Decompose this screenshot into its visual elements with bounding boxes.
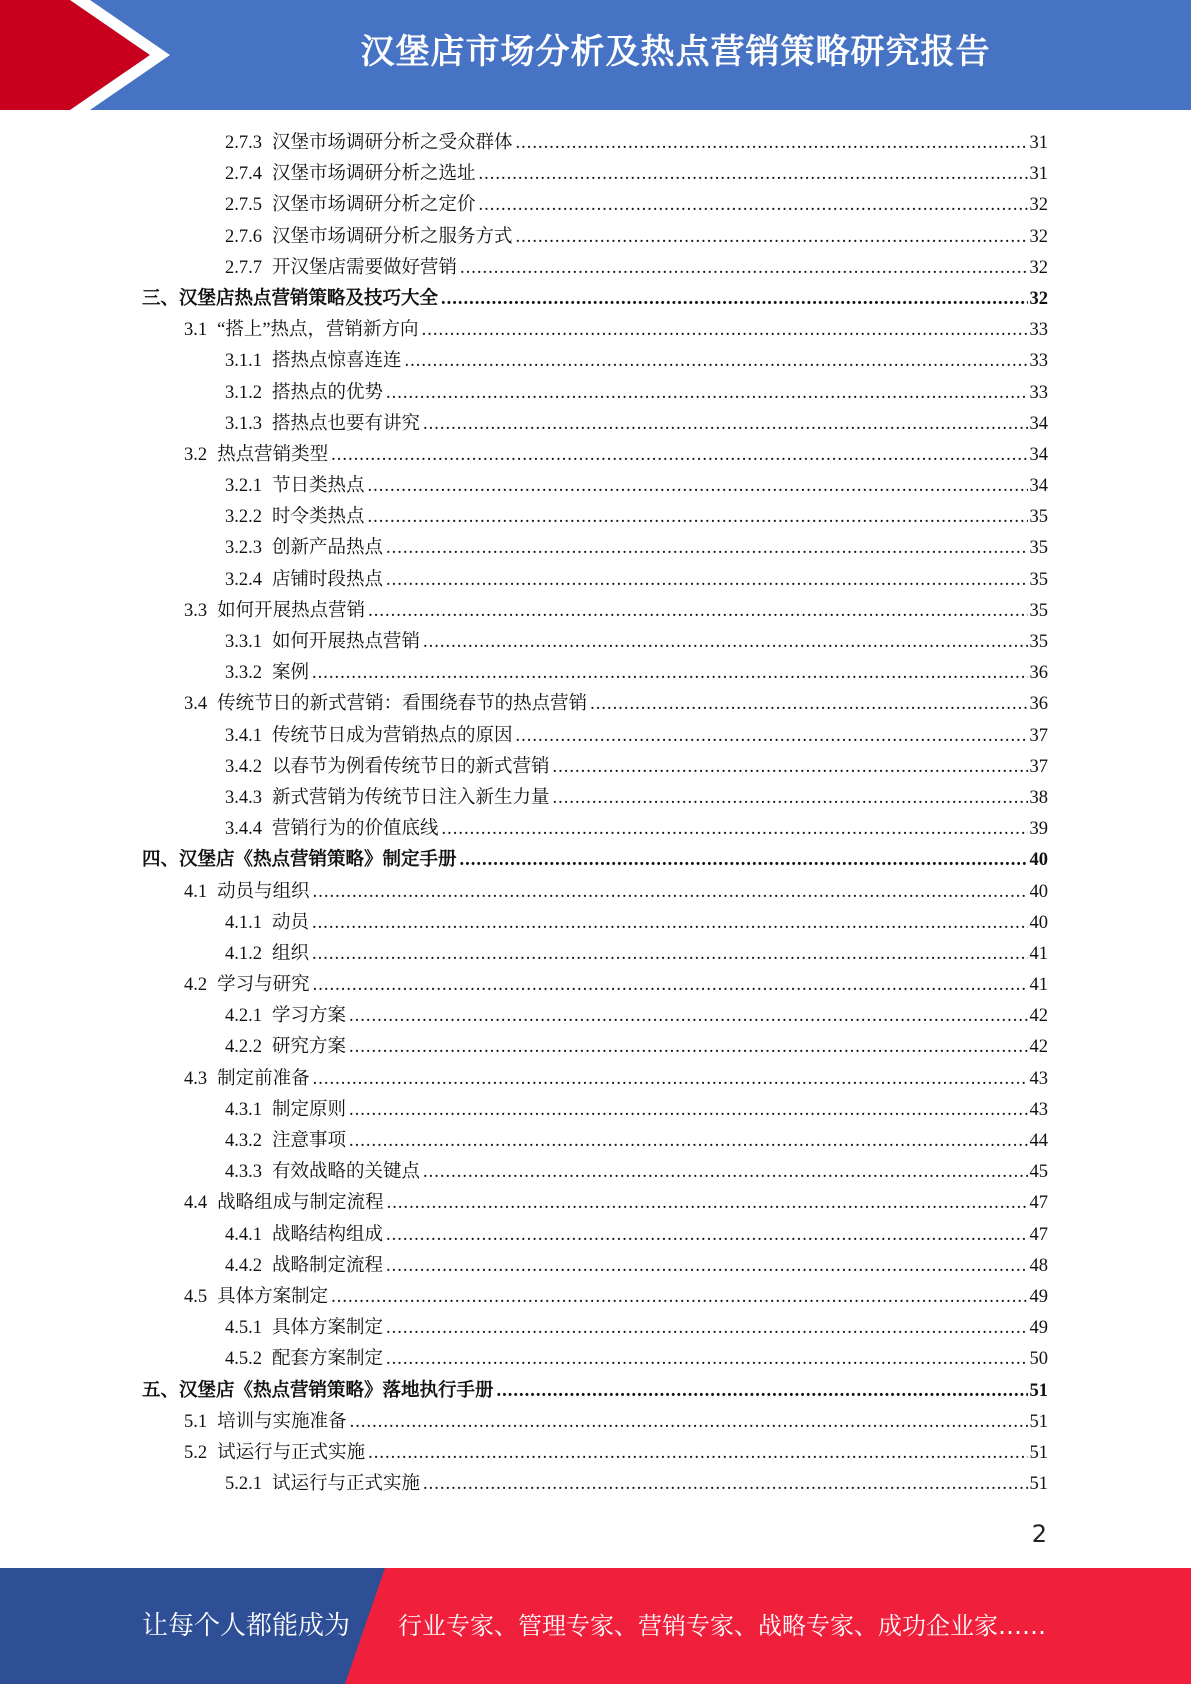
toc-entry[interactable] bbox=[142, 253, 1048, 284]
toc-dot-leader bbox=[516, 222, 1028, 253]
toc-dot-leader bbox=[441, 284, 1027, 315]
toc-entry-page: 41 bbox=[1029, 975, 1048, 996]
toc-entry-title: 学习与研究 bbox=[217, 975, 310, 996]
toc-entry-page: 43 bbox=[1029, 1068, 1048, 1089]
toc-entry-page: 42 bbox=[1029, 1006, 1048, 1027]
toc-entry[interactable] bbox=[142, 222, 1048, 253]
toc-entry-number: 3.4.1 bbox=[225, 725, 262, 746]
toc-entry-number: 4.3.3 bbox=[225, 1162, 262, 1183]
toc-entry[interactable] bbox=[142, 1282, 1048, 1313]
toc-entry-title: 以春节为例看传统节日的新式营销 bbox=[272, 756, 550, 777]
toc-dot-leader bbox=[497, 1376, 1028, 1407]
toc-dot-leader bbox=[313, 1064, 1028, 1095]
toc-entry[interactable] bbox=[142, 1126, 1048, 1157]
toc-entry-title: 汉堡市场调研分析之选址 bbox=[272, 164, 476, 185]
toc-entry[interactable] bbox=[142, 565, 1048, 596]
toc-dot-leader bbox=[387, 1188, 1028, 1219]
toc-entry[interactable] bbox=[142, 627, 1048, 658]
toc-entry-page: 40 bbox=[1029, 912, 1048, 933]
toc-entry-page: 35 bbox=[1029, 569, 1048, 590]
toc-entry-number: 3.4.4 bbox=[225, 819, 262, 840]
toc-entry-number: 4.5.2 bbox=[225, 1349, 262, 1370]
toc-dot-leader bbox=[386, 1220, 1027, 1251]
toc-entry-title: 战略组成与制定流程 bbox=[217, 1193, 384, 1214]
toc-entry[interactable] bbox=[142, 1407, 1048, 1438]
toc-dot-leader bbox=[386, 1251, 1027, 1282]
toc-dot-leader bbox=[368, 1438, 1027, 1469]
toc-entry-title: 传统节日的新式营销：看围绕春节的热点营销 bbox=[217, 694, 588, 715]
toc-entry[interactable] bbox=[142, 315, 1048, 346]
toc-entry[interactable] bbox=[142, 1001, 1048, 1032]
toc-entry-number: 3.4 bbox=[184, 694, 208, 715]
toc-entry-page: 34 bbox=[1029, 476, 1048, 497]
toc-dot-leader bbox=[312, 939, 1027, 970]
toc-entry-title: 汉堡店《热点营销策略》落地执行手册 bbox=[179, 1380, 494, 1401]
toc-dot-leader bbox=[368, 471, 1028, 502]
toc-entry-number: 五、 bbox=[142, 1380, 180, 1401]
toc-entry-title: 配套方案制定 bbox=[272, 1349, 384, 1370]
toc-entry-number: 4.5 bbox=[184, 1286, 208, 1307]
toc-dot-leader bbox=[350, 1407, 1028, 1438]
toc-entry[interactable] bbox=[142, 1064, 1048, 1095]
toc-entry-page: 33 bbox=[1029, 382, 1048, 403]
toc-entry-number: 4.2.1 bbox=[225, 1006, 262, 1027]
toc-dot-leader bbox=[516, 128, 1028, 159]
toc-entry-title: 案例 bbox=[272, 663, 310, 684]
toc-entry-title: 制定原则 bbox=[272, 1099, 347, 1120]
page-header bbox=[0, 0, 1191, 110]
toc-entry-title: 试运行与正式实施 bbox=[217, 1442, 366, 1463]
toc-entry-page: 51 bbox=[1029, 1442, 1048, 1463]
toc-dot-leader bbox=[312, 658, 1027, 689]
toc-entry-number: 2.7.7 bbox=[225, 257, 262, 278]
toc-entry-page: 45 bbox=[1029, 1162, 1048, 1183]
toc-entry[interactable] bbox=[142, 378, 1048, 409]
toc-dot-leader bbox=[423, 1469, 1027, 1500]
toc-entry-title: 热点营销类型 bbox=[217, 444, 329, 465]
toc-entry-number: 2.7.3 bbox=[225, 133, 262, 153]
document-title: 汉堡店市场分析及热点营销策略研究报告 bbox=[360, 32, 991, 72]
toc-entry-number: 5.2 bbox=[184, 1442, 208, 1463]
toc-entry-title: 汉堡店《热点营销策略》制定手册 bbox=[179, 850, 457, 871]
toc-entry-page: 35 bbox=[1029, 632, 1048, 652]
page-number: 2 bbox=[1031, 1520, 1047, 1548]
toc-entry-page: 50 bbox=[1029, 1349, 1048, 1370]
toc-entry-number: 4.4.1 bbox=[225, 1224, 262, 1245]
toc-entry-page: 38 bbox=[1029, 787, 1048, 808]
toc-entry-title: 有效战略的关键点 bbox=[272, 1162, 421, 1183]
toc-entry[interactable] bbox=[142, 1313, 1048, 1344]
toc-entry[interactable] bbox=[142, 908, 1048, 939]
toc-entry-title: 制定前准备 bbox=[217, 1068, 310, 1089]
toc-dot-leader bbox=[590, 689, 1027, 720]
toc-entry-number: 2.7.6 bbox=[225, 226, 262, 247]
toc-entry-page: 32 bbox=[1029, 226, 1048, 247]
toc-entry-number: 4.3.1 bbox=[225, 1099, 262, 1120]
toc-entry[interactable] bbox=[142, 440, 1048, 471]
toc-dot-leader bbox=[516, 721, 1028, 752]
toc-entry-title: 开汉堡店需要做好营销 bbox=[272, 257, 458, 278]
toc-entry-page: 41 bbox=[1029, 943, 1048, 964]
toc-entry-title: 汉堡市场调研分析之定价 bbox=[272, 195, 476, 216]
toc-entry-page: 51 bbox=[1029, 1474, 1048, 1495]
toc-dot-leader bbox=[312, 908, 1027, 939]
toc-dot-leader bbox=[331, 1282, 1027, 1313]
toc-dot-leader bbox=[386, 378, 1027, 409]
toc-entry-page: 39 bbox=[1029, 819, 1048, 840]
toc-entry-page: 47 bbox=[1029, 1224, 1048, 1245]
toc-entry[interactable] bbox=[142, 877, 1048, 908]
toc-entry-number: 3.1.1 bbox=[225, 351, 262, 372]
toc-entry-number: 4.4 bbox=[184, 1193, 208, 1214]
toc-entry-title: 店铺时段热点 bbox=[272, 569, 384, 590]
toc-dot-leader bbox=[479, 159, 1028, 190]
toc-dot-leader bbox=[349, 1095, 1027, 1126]
toc-entry-title: 试运行与正式实施 bbox=[272, 1474, 421, 1495]
toc-dot-leader bbox=[386, 533, 1027, 564]
toc-entry-page: 42 bbox=[1029, 1037, 1048, 1058]
toc-dot-leader bbox=[386, 1344, 1027, 1375]
toc-entry[interactable] bbox=[142, 409, 1048, 440]
toc-entry-number: 三、 bbox=[142, 288, 180, 309]
toc-entry[interactable] bbox=[142, 471, 1048, 502]
toc-entry-page: 36 bbox=[1029, 694, 1048, 715]
toc-entry[interactable] bbox=[142, 783, 1048, 814]
toc-dot-leader bbox=[460, 253, 1027, 284]
toc-entry[interactable] bbox=[142, 1438, 1048, 1469]
toc-entry-title: 研究方案 bbox=[272, 1037, 347, 1058]
toc-entry[interactable] bbox=[142, 658, 1048, 689]
toc-dot-leader bbox=[553, 752, 1028, 783]
footer-slogan-left: 让每个人都能成为 bbox=[142, 1611, 351, 1641]
toc-dot-leader bbox=[553, 783, 1028, 814]
toc-dot-leader bbox=[386, 1313, 1027, 1344]
toc-entry-number: 3.2 bbox=[184, 444, 208, 465]
toc-entry[interactable] bbox=[142, 845, 1048, 876]
toc-entry-title: 培训与实施准备 bbox=[217, 1411, 347, 1432]
toc-entry-title: 组织 bbox=[272, 943, 310, 964]
toc-entry[interactable] bbox=[142, 1157, 1048, 1188]
toc-entry-page: 33 bbox=[1029, 320, 1048, 341]
toc-entry-page: 37 bbox=[1029, 756, 1048, 777]
toc-entry-number: 4.1.1 bbox=[225, 912, 262, 933]
toc-entry-page: 47 bbox=[1029, 1193, 1048, 1214]
toc-entry-number: 4.3.2 bbox=[225, 1131, 262, 1151]
toc-entry-title: 学习方案 bbox=[272, 1006, 347, 1027]
toc-entry-number: 3.1.2 bbox=[225, 382, 262, 403]
toc-dot-leader bbox=[349, 1001, 1027, 1032]
toc-entry-page: 36 bbox=[1029, 663, 1048, 684]
toc-dot-leader bbox=[423, 627, 1027, 658]
toc-entry-page: 51 bbox=[1029, 1380, 1048, 1401]
toc-entry-page: 48 bbox=[1029, 1255, 1048, 1276]
toc-entry-page: 34 bbox=[1029, 413, 1048, 434]
toc-entry-title: 战略制定流程 bbox=[272, 1255, 384, 1276]
toc-entry[interactable] bbox=[142, 596, 1048, 627]
toc-dot-leader bbox=[386, 565, 1027, 596]
toc-entry-page: 32 bbox=[1029, 195, 1048, 216]
toc-entry-number: 3.2.2 bbox=[225, 507, 262, 528]
table-of-contents bbox=[142, 128, 1048, 1500]
toc-dot-leader bbox=[368, 596, 1027, 627]
toc-dot-leader bbox=[479, 190, 1028, 221]
toc-dot-leader bbox=[422, 315, 1028, 346]
toc-entry-title: 汉堡市场调研分析之服务方式 bbox=[272, 226, 513, 247]
toc-entry-title: 如何开展热点营销 bbox=[217, 600, 366, 621]
toc-entry-number: 3.2.3 bbox=[225, 538, 262, 559]
toc-entry-number: 5.1 bbox=[184, 1411, 208, 1432]
toc-entry-page: 43 bbox=[1029, 1099, 1048, 1120]
toc-dot-leader bbox=[331, 440, 1027, 471]
toc-entry-number: 4.4.2 bbox=[225, 1255, 262, 1276]
toc-dot-leader bbox=[313, 970, 1028, 1001]
toc-dot-leader bbox=[349, 1032, 1027, 1063]
toc-entry-page: 51 bbox=[1029, 1411, 1048, 1432]
toc-entry-title: 搭热点的优势 bbox=[272, 382, 384, 403]
toc-entry-title: “搭上”热点，营销新方向 bbox=[217, 320, 419, 341]
toc-entry[interactable] bbox=[142, 939, 1048, 970]
toc-entry[interactable] bbox=[142, 1344, 1048, 1375]
toc-entry[interactable] bbox=[142, 190, 1048, 221]
toc-entry-title: 汉堡市场调研分析之受众群体 bbox=[272, 133, 513, 153]
toc-entry-page: 32 bbox=[1029, 257, 1048, 278]
toc-entry[interactable] bbox=[142, 1220, 1048, 1251]
toc-entry-number: 4.3 bbox=[184, 1068, 208, 1089]
toc-entry-title: 汉堡店热点营销策略及技巧大全 bbox=[179, 288, 439, 309]
toc-entry-title: 搭热点惊喜连连 bbox=[272, 351, 402, 372]
toc-entry-title: 战略结构组成 bbox=[272, 1224, 384, 1245]
toc-entry-title: 具体方案制定 bbox=[272, 1318, 384, 1339]
toc-entry[interactable] bbox=[142, 1032, 1048, 1063]
toc-entry-title: 注意事项 bbox=[272, 1131, 347, 1151]
toc-dot-leader bbox=[349, 1126, 1027, 1157]
toc-entry[interactable] bbox=[142, 128, 1048, 159]
toc-entry-number: 2.7.5 bbox=[225, 195, 262, 216]
toc-entry[interactable] bbox=[142, 159, 1048, 190]
toc-dot-leader bbox=[313, 877, 1028, 908]
toc-entry-page: 35 bbox=[1029, 507, 1048, 528]
toc-entry[interactable] bbox=[142, 502, 1048, 533]
toc-entry-number: 4.1 bbox=[184, 881, 208, 902]
toc-entry-number: 3.3.2 bbox=[225, 663, 262, 684]
toc-entry[interactable] bbox=[142, 1251, 1048, 1282]
toc-entry-number: 4.2.2 bbox=[225, 1037, 262, 1058]
toc-entry[interactable] bbox=[142, 752, 1048, 783]
toc-entry[interactable] bbox=[142, 1188, 1048, 1219]
toc-entry-title: 新式营销为传统节日注入新生力量 bbox=[272, 787, 550, 808]
toc-dot-leader bbox=[423, 409, 1027, 440]
toc-entry-page: 31 bbox=[1029, 164, 1048, 185]
toc-entry-number: 3.1 bbox=[184, 320, 208, 341]
toc-entry-number: 3.2.1 bbox=[225, 476, 262, 497]
toc-entry-number: 3.3.1 bbox=[225, 632, 262, 652]
toc-entry-page: 37 bbox=[1029, 725, 1048, 746]
toc-entry-title: 动员与组织 bbox=[217, 881, 310, 902]
toc-entry-page: 44 bbox=[1029, 1131, 1048, 1151]
toc-entry-number: 3.4.2 bbox=[225, 756, 262, 777]
toc-entry-title: 如何开展热点营销 bbox=[272, 632, 421, 652]
toc-entry-number: 四、 bbox=[142, 850, 180, 871]
toc-entry-title: 创新产品热点 bbox=[272, 538, 384, 559]
toc-entry-number: 4.5.1 bbox=[225, 1318, 262, 1339]
toc-entry-page: 35 bbox=[1029, 600, 1048, 621]
toc-entry-title: 时令类热点 bbox=[272, 507, 365, 528]
toc-entry[interactable] bbox=[142, 1469, 1048, 1500]
toc-entry-title: 营销行为的价值底线 bbox=[272, 819, 439, 840]
toc-entry-number: 3.1.3 bbox=[225, 413, 262, 434]
toc-dot-leader bbox=[423, 1157, 1027, 1188]
toc-entry-title: 搭热点也要有讲究 bbox=[272, 413, 421, 434]
toc-entry-number: 4.2 bbox=[184, 975, 208, 996]
toc-entry-title: 动员 bbox=[272, 912, 310, 933]
toc-entry-title: 传统节日成为营销热点的原因 bbox=[272, 725, 513, 746]
toc-entry-page: 31 bbox=[1029, 133, 1048, 153]
toc-entry-number: 5.2.1 bbox=[225, 1474, 262, 1495]
toc-dot-leader bbox=[368, 502, 1028, 533]
toc-entry[interactable] bbox=[142, 346, 1048, 377]
toc-entry[interactable] bbox=[142, 970, 1048, 1001]
toc-entry-page: 32 bbox=[1029, 288, 1048, 309]
toc-entry-number: 3.3 bbox=[184, 600, 208, 621]
footer-slogan-right: 行业专家、管理专家、营销专家、战略专家、成功企业家…… bbox=[398, 1612, 1046, 1640]
toc-entry-number: 4.1.2 bbox=[225, 943, 262, 964]
toc-entry-page: 35 bbox=[1029, 538, 1048, 559]
toc-entry-page: 40 bbox=[1029, 881, 1048, 902]
toc-entry-page: 40 bbox=[1029, 850, 1048, 871]
toc-entry-title: 节日类热点 bbox=[272, 476, 365, 497]
page-footer bbox=[0, 1568, 1191, 1684]
toc-entry-page: 34 bbox=[1029, 444, 1048, 465]
toc-entry[interactable] bbox=[142, 1095, 1048, 1126]
toc-entry-page: 49 bbox=[1029, 1286, 1048, 1307]
toc-dot-leader bbox=[442, 814, 1028, 845]
toc-dot-leader bbox=[405, 346, 1028, 377]
toc-entry[interactable] bbox=[142, 814, 1048, 845]
toc-entry[interactable] bbox=[142, 284, 1048, 315]
toc-entry-title: 具体方案制定 bbox=[217, 1286, 329, 1307]
toc-entry-number: 3.4.3 bbox=[225, 787, 262, 808]
toc-dot-leader bbox=[460, 845, 1028, 876]
toc-entry-page: 33 bbox=[1029, 351, 1048, 372]
toc-entry[interactable] bbox=[142, 1376, 1048, 1407]
toc-entry-number: 2.7.4 bbox=[225, 164, 262, 185]
header-red-arrow-decoration bbox=[0, 0, 150, 110]
toc-entry[interactable] bbox=[142, 689, 1048, 720]
toc-entry[interactable] bbox=[142, 533, 1048, 564]
toc-entry-number: 3.2.4 bbox=[225, 569, 262, 590]
toc-entry[interactable] bbox=[142, 721, 1048, 752]
toc-entry-page: 49 bbox=[1029, 1318, 1048, 1339]
